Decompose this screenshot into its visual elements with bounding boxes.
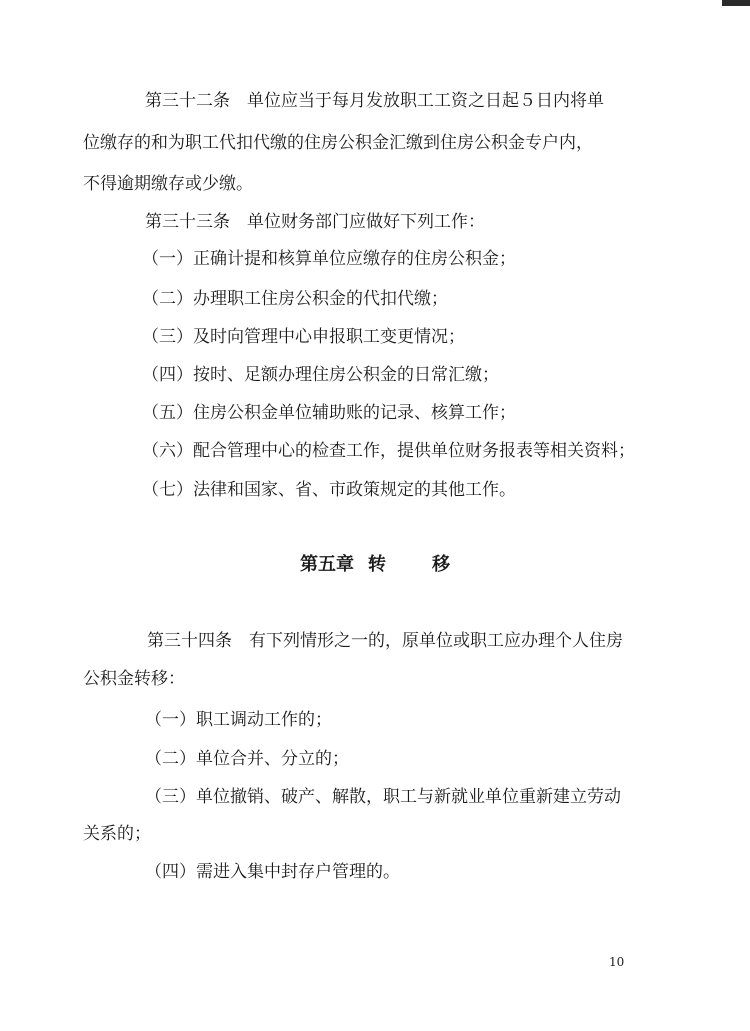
chapter-number: 第五章	[300, 554, 354, 575]
article-34-item-2: （二）单位合并、分立的；	[145, 749, 349, 769]
article-33-item-6: （六）配合管理中心的检查工作，提供单位财务报表等相关资料；	[142, 441, 635, 461]
article-34-line-1: 第三十四条 有下列情形之一的，原单位或职工应办理个人住房	[147, 631, 623, 651]
article-33-item-3: （三）及时向管理中心申报职工变更情况；	[142, 327, 465, 347]
article-32-line-3: 不得逾期缴存或少缴。	[83, 174, 253, 194]
article-33-item-1: （一）正确计提和核算单位应缴存的住房公积金；	[142, 249, 516, 269]
article-34-item-3: （三）单位撤销、破产、解散，职工与新就业单位重新建立劳动	[145, 787, 621, 807]
article-34-item-1: （一）职工调动工作的；	[145, 710, 332, 730]
article-34-line-2: 公积金转移：	[83, 669, 185, 689]
chapter-title-part-2: 移	[432, 554, 450, 575]
article-34-item-4: （四）需进入集中封存户管理的。	[145, 862, 400, 882]
article-32-line-1: 第三十二条 单位应当于每月发放职工工资之日起５日内将单	[145, 91, 604, 111]
article-33-intro: 第三十三条 单位财务部门应做好下列工作：	[145, 212, 485, 232]
article-33-item-2: （二）办理职工住房公积金的代扣代缴；	[142, 289, 448, 309]
page-number: 10	[609, 955, 625, 969]
chapter-heading	[0, 553, 750, 577]
chapter-title-part-1: 转	[368, 554, 386, 575]
article-32-line-2: 位缴存的和为职工代扣代缴的住房公积金汇缴到住房公积金专户内，	[83, 133, 593, 153]
article-33-item-4: （四）按时、足额办理住房公积金的日常汇缴；	[142, 365, 499, 385]
article-34-item-3-continued: 关系的；	[83, 824, 151, 844]
article-33-item-5: （五）住房公积金单位辅助账的记录、核算工作；	[142, 403, 516, 423]
article-33-item-7: （七）法律和国家、省、市政策规定的其他工作。	[142, 480, 516, 500]
